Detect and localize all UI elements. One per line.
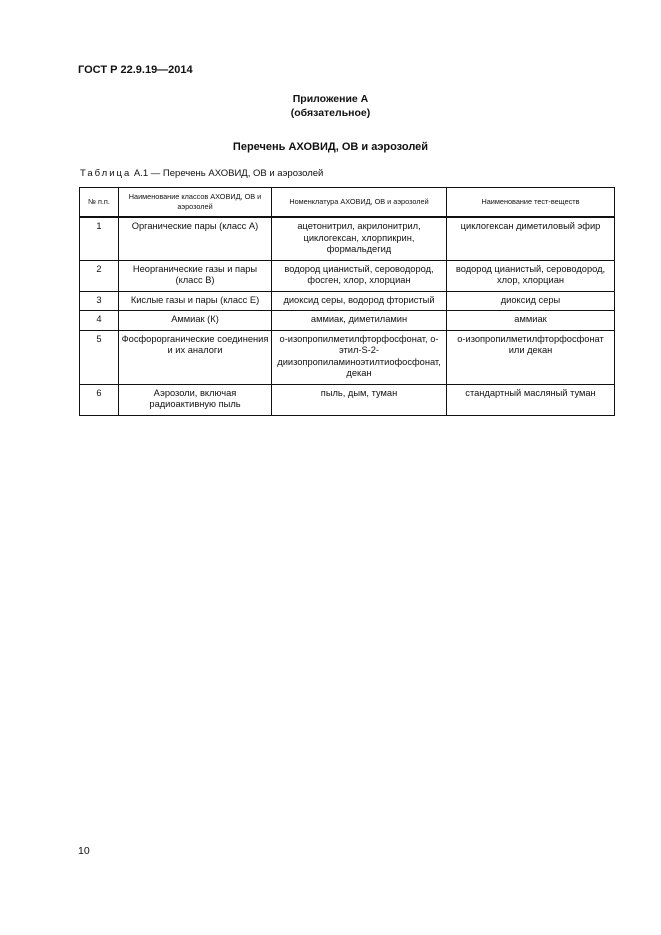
document-title: Перечень АХОВИД, ОВ и аэрозолей (232, 141, 429, 153)
row-nomenclature: пыль, дым, туман (272, 384, 447, 415)
annex-title: Приложение А (292, 93, 369, 105)
row-class: Аммиак (К) (119, 311, 272, 331)
table-row (80, 384, 615, 415)
table-header-row (80, 188, 615, 218)
header-class: Наименование классов АХОВИД, ОВ и аэрозолей (119, 188, 272, 218)
row-test-substance: диоксид серы (447, 291, 615, 311)
table-row (80, 217, 615, 260)
table-body (80, 217, 615, 415)
table-caption-text: А.1 — Перечень АХОВИД, ОВ и аэрозолей (131, 168, 324, 179)
table-row (80, 311, 615, 331)
row-test-substance: циклогексан диметиловый эфир (447, 217, 615, 260)
row-class: Фосфорорганические соединения и их аналоги (119, 330, 272, 384)
row-nomenclature: аммиак, диметиламин (272, 311, 447, 331)
table-caption (80, 168, 323, 179)
table-caption-prefix: Таблица (80, 168, 132, 179)
substances-table (79, 187, 615, 416)
row-nomenclature: о-изопропилметилфторфосфонат, о-этил-S-2-диизопропиламиноэтилтиофосфонат, декан (272, 330, 447, 384)
row-nomenclature: диоксид серы, водород фтористый (272, 291, 447, 311)
row-nomenclature: ацетонитрил, акрилонитрил, циклогексан, хлорпикрин, формальдегид (272, 217, 447, 260)
row-class: Неорганические газы и пары (класс В) (119, 260, 272, 291)
row-number: 2 (80, 260, 119, 291)
row-test-substance: стандартный масляный туман (447, 384, 615, 415)
standard-number: ГОСТ Р 22.9.19—2014 (78, 64, 193, 76)
row-number: 4 (80, 311, 119, 331)
table-row (80, 291, 615, 311)
table-row (80, 260, 615, 291)
row-test-substance: аммиак (447, 311, 615, 331)
row-class: Аэрозоли, включая радиоактивную пыль (119, 384, 272, 415)
page-number: 10 (78, 845, 90, 857)
annex-status: (обязательное) (290, 107, 371, 119)
row-number: 6 (80, 384, 119, 415)
row-number: 1 (80, 217, 119, 260)
header-test-substances: Наименование тест-веществ (447, 188, 615, 218)
header-nomenclature: Номенклатура АХОВИД, ОВ и аэрозолей (272, 188, 447, 218)
row-test-substance: водород цианистый, сероводород, хлор, хлорциан (447, 260, 615, 291)
row-number: 5 (80, 330, 119, 384)
row-class: Кислые газы и пары (класс Е) (119, 291, 272, 311)
header-number: № п.п. (80, 188, 119, 218)
row-number: 3 (80, 291, 119, 311)
row-class: Органические пары (класс А) (119, 217, 272, 260)
row-nomenclature: водород цианистый, сероводород, фосген, хлор, хлорциан (272, 260, 447, 291)
row-test-substance: о-изопропилметилфторфосфонат или декан (447, 330, 615, 384)
table-row (80, 330, 615, 384)
annex-heading (0, 92, 661, 120)
